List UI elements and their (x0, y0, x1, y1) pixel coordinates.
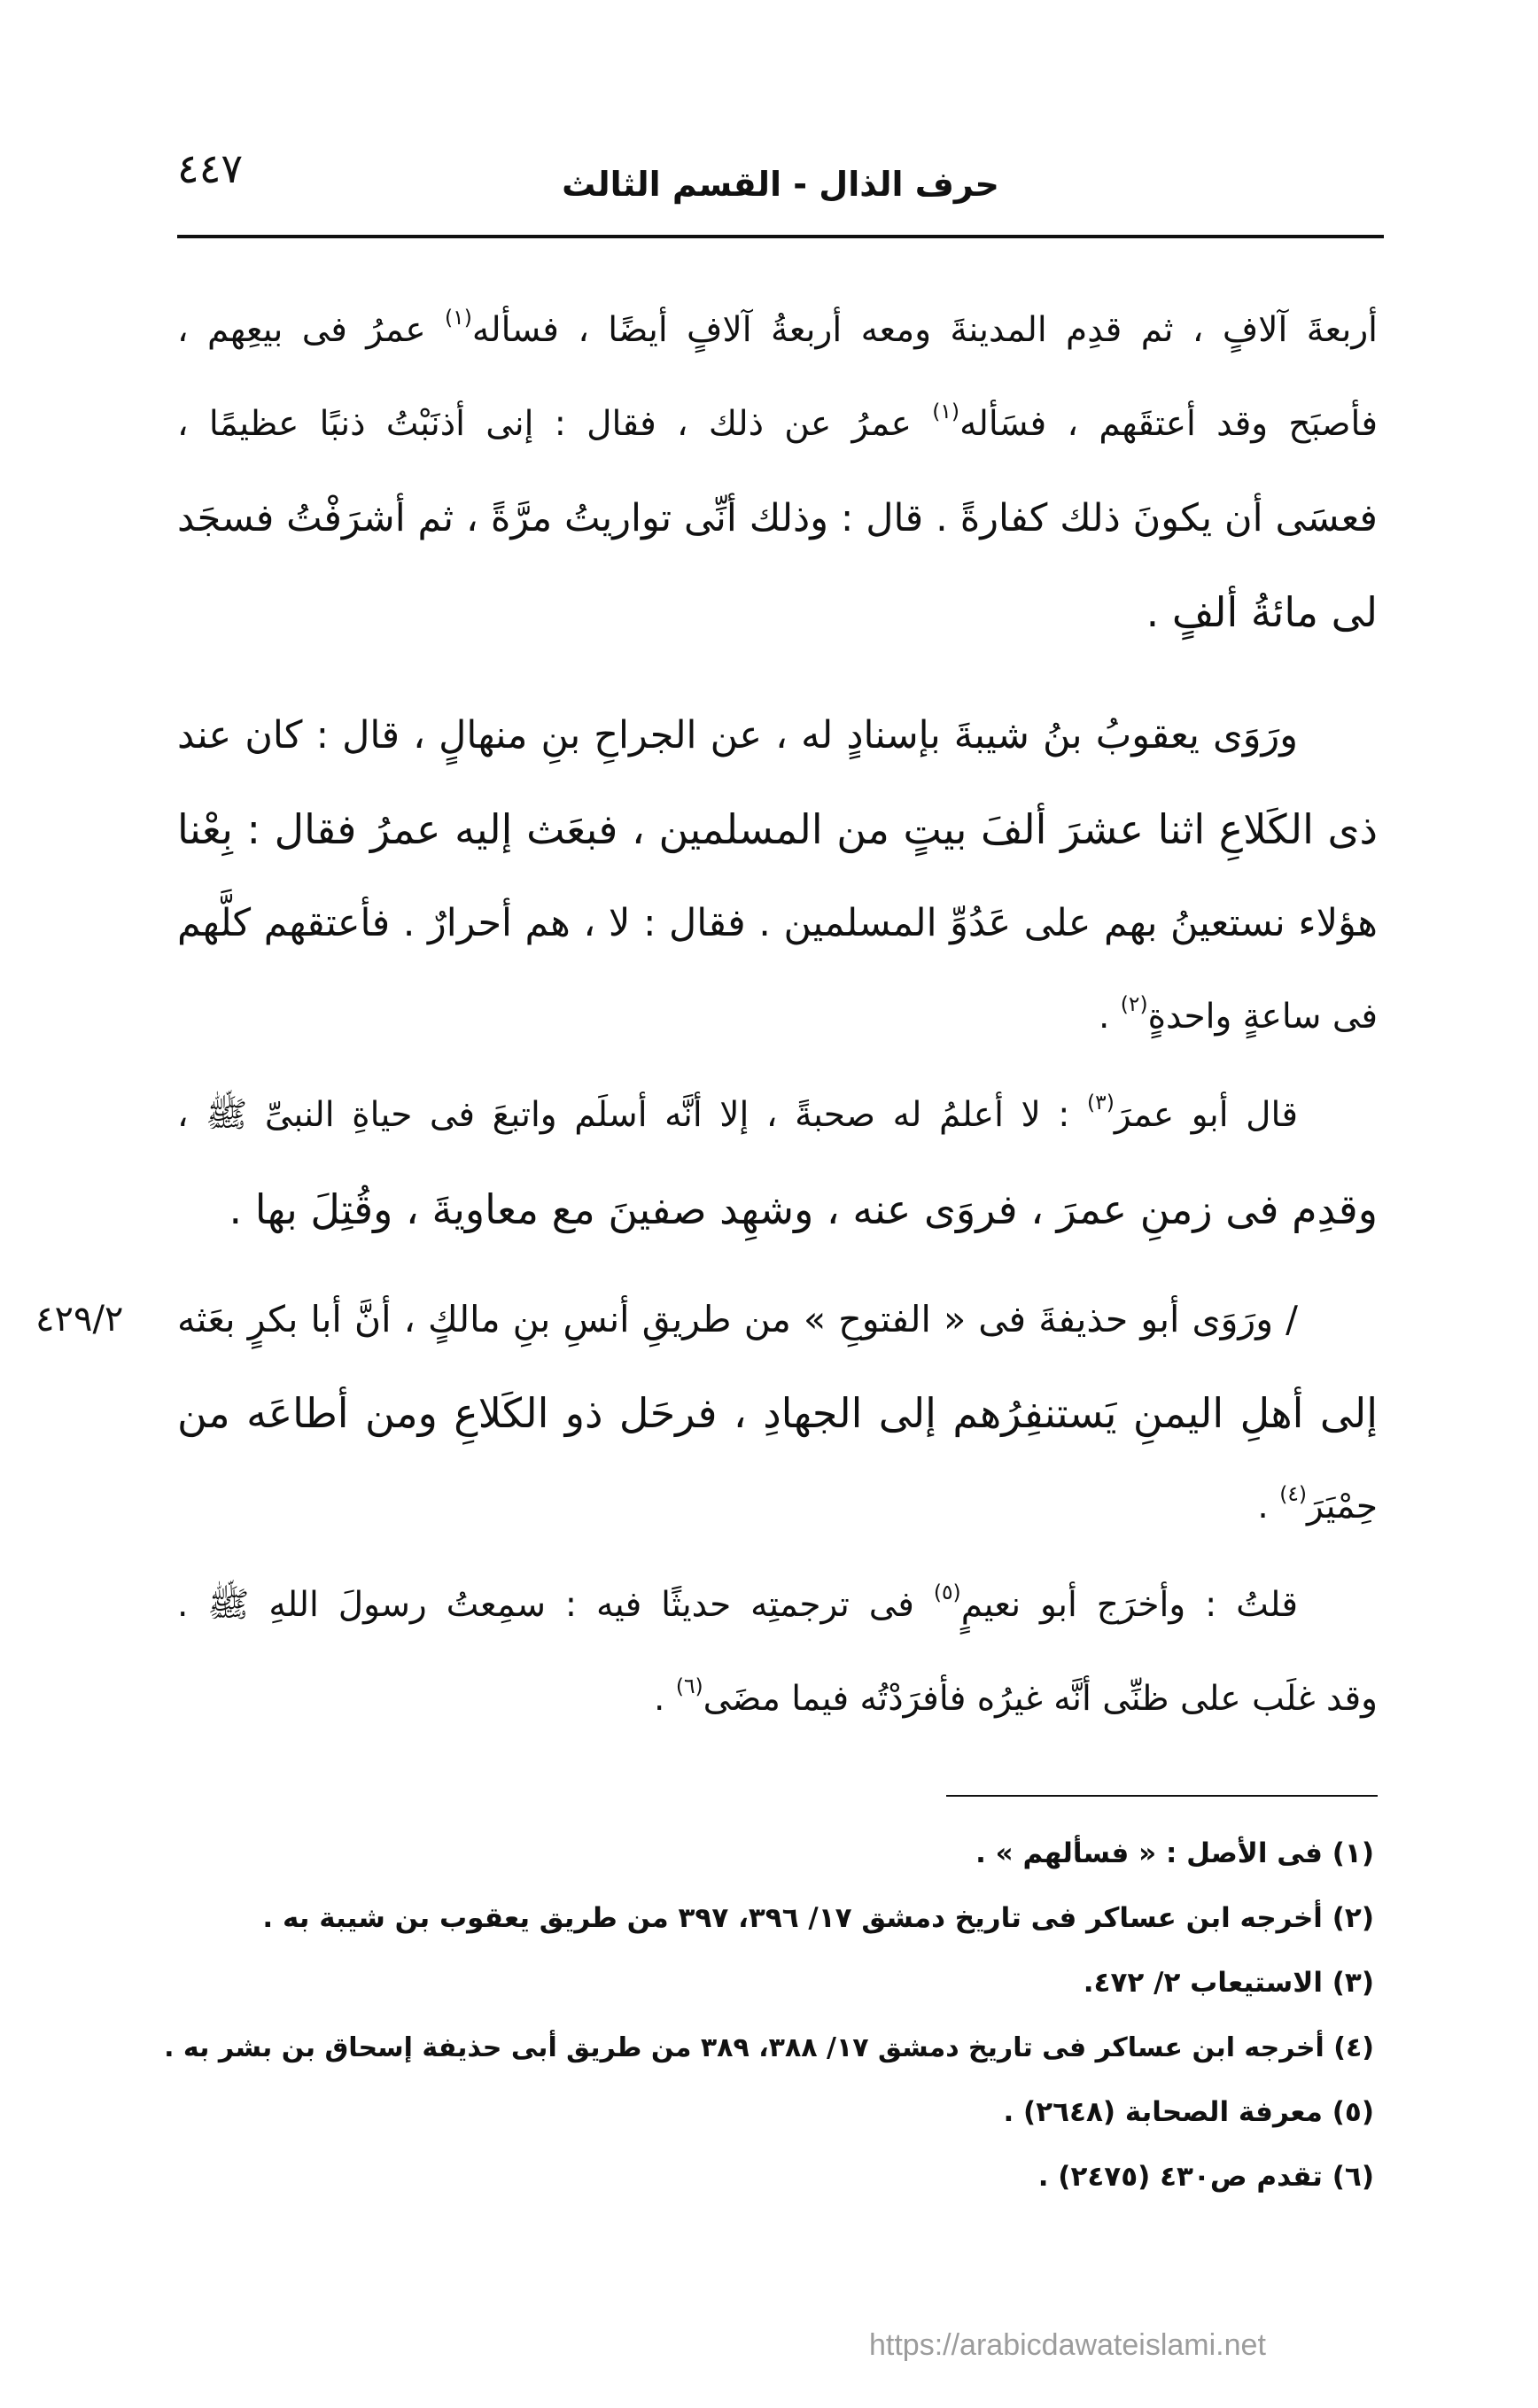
footnote-marker: (١) (932, 399, 960, 424)
footnote-marker: (٢) (1120, 991, 1148, 1017)
text-run: أربعةَ آلافٍ ، ثم قدِم المدينةَ ومعه أربعةُ آلافٍ أيضًا ، فسأله (471, 310, 1378, 350)
text-run: فأصبَح وقد أعتقَهم ، فسَأله (959, 404, 1378, 444)
text-run: حِمْيَرَ (1307, 1487, 1378, 1526)
footnote-item: (٥) معرفة الصحابة (٢٦٤٨) . (1003, 2096, 1374, 2128)
text-run: إلى أهلِ اليمنِ يَستنفِرُهم إلى الجهادِ ، فرحَل ذو الكَلاعِ ومن أطاعَه من (177, 1389, 1378, 1437)
text-line (177, 1652, 1378, 1746)
footnote-marker: (٤) (1279, 1481, 1308, 1507)
text-line (177, 1272, 1378, 1366)
text-run: قلتُ : وأخرَج أبو نعيمٍ (960, 1585, 1298, 1625)
header-rule (177, 235, 1384, 238)
text-run: وقد غلَب على ظنِّى أنَّه غيرُه فأفرَدْتُه فيما مضَى (703, 1679, 1378, 1719)
text-run: ورَوَى يعقوبُ بنُ شيبةَ بإسنادٍ له ، عن الجراحِ بنِ منهالٍ ، قال : كان عند (177, 713, 1298, 757)
paragraph (177, 284, 1378, 659)
text-line (177, 471, 1378, 565)
paragraph (177, 1272, 1378, 1554)
footnote-item: (٣) الاستيعاب ٢/ ٤٧٢. (1083, 1967, 1374, 1999)
text-run: فى ترجمتِه حديثًا فيه : سمِعتُ رسولَ اللهِ ﷺ . (177, 1585, 934, 1625)
running-title: حرف الذال - القسم الثالث (562, 165, 999, 204)
footnote-marker: (٣) (1086, 1090, 1115, 1115)
text-run: / ورَوَى أبو حذيفةَ فى « الفتوحِ » من طريقِ أنسِ بنِ مالكٍ ، أنَّ أبا بكرٍ بعَثه (177, 1298, 1298, 1340)
text-run: ذى الكَلاعِ اثنا عشرَ ألفَ بيتٍ من المسلمين ، فبعَث إليه عمرُ فقال : بِعْنا (177, 805, 1378, 853)
footnote-item: (٦) تقدم ص٤٣٠ (٢٤٧٥) . (1037, 2161, 1374, 2193)
text-run: : لا أعلمُ له صحبةً ، إلا أنَّه أسلَم واتبعَ فى حياةِ النبىِّ ﷺ ، (177, 1095, 1087, 1135)
text-line (177, 1558, 1378, 1652)
text-run: قال أبو عمرَ (1114, 1095, 1298, 1135)
text-run: . (1098, 997, 1121, 1037)
text-line (177, 970, 1378, 1064)
footnote-marker: (٦) (675, 1674, 703, 1699)
text-run: فى ساعةٍ واحدةٍ (1147, 997, 1378, 1037)
text-run: وقدِم فى زمنِ عمرَ ، فروَى عنه ، وشهِد صفينَ مع معاويةَ ، وقُتِلَ بها . (229, 1185, 1378, 1233)
paragraph (177, 1558, 1378, 1746)
text-run: عمرُ عن ذلك ، فقال : إنى أذنَبْتُ ذنبًا عظيمًا ، (177, 404, 933, 444)
footnotes (133, 1822, 1374, 2210)
text-line (177, 377, 1378, 471)
text-run: لى مائةُ ألفٍ . (1146, 588, 1378, 636)
text-line (177, 876, 1378, 970)
page-number: ٤٤٧ (177, 144, 244, 192)
text-run: فعسَى أن يكونَ ذلك كفارةً . قال : وذلك أنِّى تواريتُ مرَّةً ، ثم أشرَفْتُ فسجَد (177, 496, 1378, 540)
footnote-item: (٤) أخرجه ابن عساكر فى تاريخ دمشق ١٧/ ٣٨٨، ٣٨٩ من طريق أبى حذيفة إسحاق بن بشر به . (164, 2032, 1374, 2063)
footnote-item: (٢) أخرجه ابن عساكر فى تاريخ دمشق ١٧/ ٣٩٦، ٣٩٧ من طريق يعقوب بن شيبة به . (262, 1902, 1374, 1934)
text-line (177, 688, 1378, 782)
footnote-marker: (٥) (933, 1580, 961, 1605)
paragraph (177, 688, 1378, 1064)
text-line (177, 1366, 1378, 1460)
footnote-marker: (١) (444, 305, 472, 330)
text-run: هؤلاء نستعينُ بهم على عَدُوِّ المسلمين . فقال : لا ، هم أحرارٌ . فأعتقهم كلَّهم (177, 901, 1378, 945)
text-line (177, 1068, 1378, 1162)
watermark: https://arabicdawateislami.net (869, 2328, 1266, 2362)
text-run: . (654, 1679, 676, 1719)
text-line (177, 1162, 1378, 1256)
footnote-item: (١) فى الأصل : « فسألهم » . (975, 1837, 1374, 1869)
footnote-rule (946, 1795, 1378, 1797)
paragraph (177, 1068, 1378, 1256)
text-line (177, 565, 1378, 659)
text-line (177, 1460, 1378, 1554)
text-run: عمرُ فى بيعِهم ، (177, 310, 445, 350)
text-run: . (1257, 1487, 1280, 1526)
text-line (177, 782, 1378, 876)
text-line (177, 284, 1378, 377)
margin-page-reference: ٤٢٩/٢ (35, 1299, 124, 1340)
